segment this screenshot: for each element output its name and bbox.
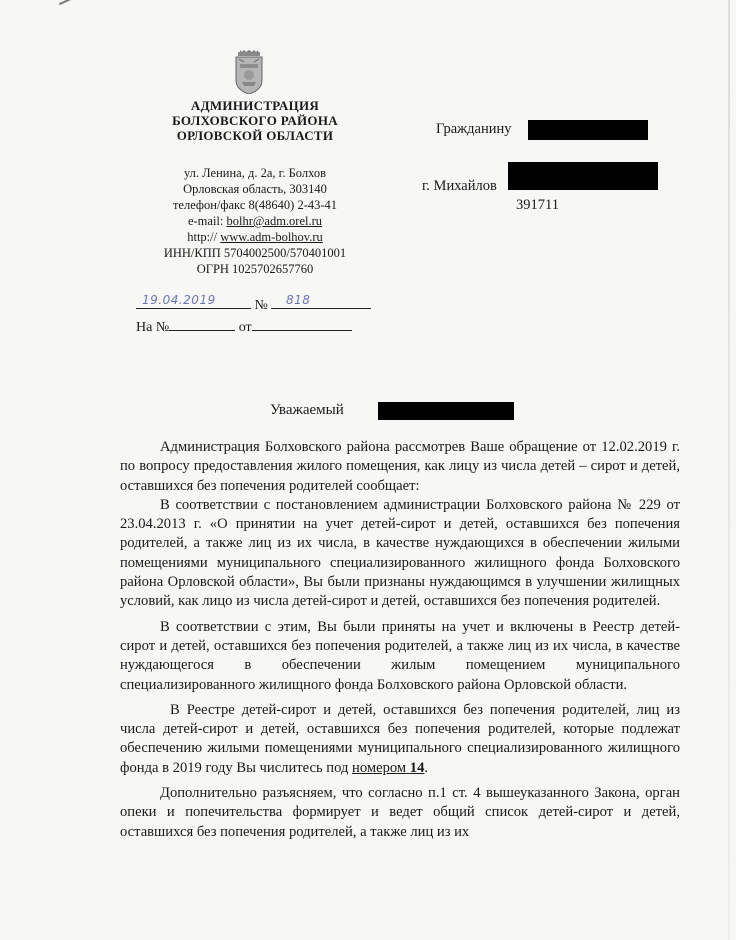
web-line: [140, 229, 370, 245]
recipient-postcode: 391711: [516, 197, 559, 213]
from-label: от: [238, 320, 252, 335]
org-line-3: ОРЛОВСКОЙ ОБЛАСТИ: [176, 128, 334, 143]
number-label: №: [254, 298, 268, 313]
redacted-address: [508, 162, 658, 190]
handwritten-number: 818: [286, 293, 311, 307]
salutation: Уважаемый: [270, 402, 344, 418]
paragraph-2: В соответствии с постановлением администрации Болховского района № 229 от 23.04.2013 г. «О принятии на учет детей-сирот и детей, оставшихся без попечения родителей, а также лиц из их числа, в качестве нуждающихся в обеспечении жилыми помещениями муниципального специализированного жилищного фонда Болховского района Орловской области», Вы были признаны нуждающимся в улучшении жилищных условий, как лицо из числа детей-сирот и детей, оставшихся без попечения родителей.: [120, 496, 680, 610]
recipient-title: Гражданину: [436, 121, 512, 137]
redacted-addressee: [378, 402, 514, 420]
scan-artifact: [59, 0, 75, 11]
paragraph-4-text: В Реестре детей-сирот и детей, оставшихся без попечения родителей, лиц из числа детей-сирот и детей, оставшихся без попечения родителей, которые подлежат обеспечению жилыми помещениями муниципального специализированного жилищного фонда в 2019 году Вы числитесь под: [120, 701, 680, 776]
ogrn-line: ОГРН 1025702657760: [196, 262, 314, 276]
queue-number: 14: [409, 759, 425, 776]
ref-date-blank: [252, 316, 352, 331]
org-line-1: АДМИНИСТРАЦИЯ: [190, 98, 320, 113]
address-line-1: ул. Ленина, д. 2а, г. Болхов: [183, 166, 327, 180]
contact-block: [140, 165, 370, 277]
email-link[interactable]: bolhr@adm.orel.ru: [226, 214, 323, 228]
recipient-city: г. Михайлов: [422, 178, 497, 194]
ref-label: На №: [136, 320, 170, 335]
inn-line: ИНН/КПП 5704002500/570401001: [163, 246, 347, 260]
organization-name: [150, 98, 360, 143]
ref-number-blank: [169, 316, 235, 331]
paragraph-3: В соответствии с этим, Вы были приняты на учет и включены в Реестр детей-сирот и детей, оставшихся без попечения родителей, а также лиц из их числа, в качестве нуждающегося в обеспечении жилым помещением муниципального специализированного жилищного фонда Болховского района Орловской области.: [120, 618, 680, 693]
paragraph-1: Администрация Болховского района рассмотрев Ваше обращение от 12.02.2019 г. по вопросу предоставления жилого помещения, как лицу из числа детей – сирот и детей, оставшихся без попечения родителей сообщает:: [120, 439, 680, 494]
handwritten-date: 19.04.2019: [142, 293, 216, 307]
reference-reg-line: [136, 316, 352, 336]
redacted-name: [528, 120, 648, 140]
web-link[interactable]: www.adm-bolhov.ru: [220, 230, 323, 244]
coat-of-arms-icon: [234, 50, 264, 94]
queue-number-label: номером 14: [352, 759, 425, 776]
email-prefix: e-mail:: [187, 214, 227, 228]
phone-line: телефон/факс 8(48640) 2-43-41: [172, 198, 338, 212]
paragraph-5: Дополнительно разъясняем, что согласно п.1 ст. 4 вышеуказанного Закона, орган опеки и попечительства формирует и ведет общий список детей-сирот и детей, оставшихся без попечения родителей, а также лиц из их: [120, 785, 680, 840]
page-edge-shadow: [728, 0, 730, 940]
address-line-2: Орловская область, 303140: [183, 182, 327, 196]
letter-body: [120, 438, 680, 842]
web-prefix: http://: [187, 230, 221, 244]
recipient-block: [436, 120, 512, 138]
org-line-2: БОЛХОВСКОГО РАЙОНА: [172, 113, 338, 128]
paragraph-4: В Реестре детей-сирот и детей, оставшихся без попечения родителей, лиц из числа детей-сирот и детей, оставшихся без попечения родителей, которые подлежат обеспечению жилыми помещениями муниципального специализированного жилищного фонда в 2019 году Вы числитесь под номером 14.: [120, 701, 680, 776]
email-line: [140, 213, 370, 229]
